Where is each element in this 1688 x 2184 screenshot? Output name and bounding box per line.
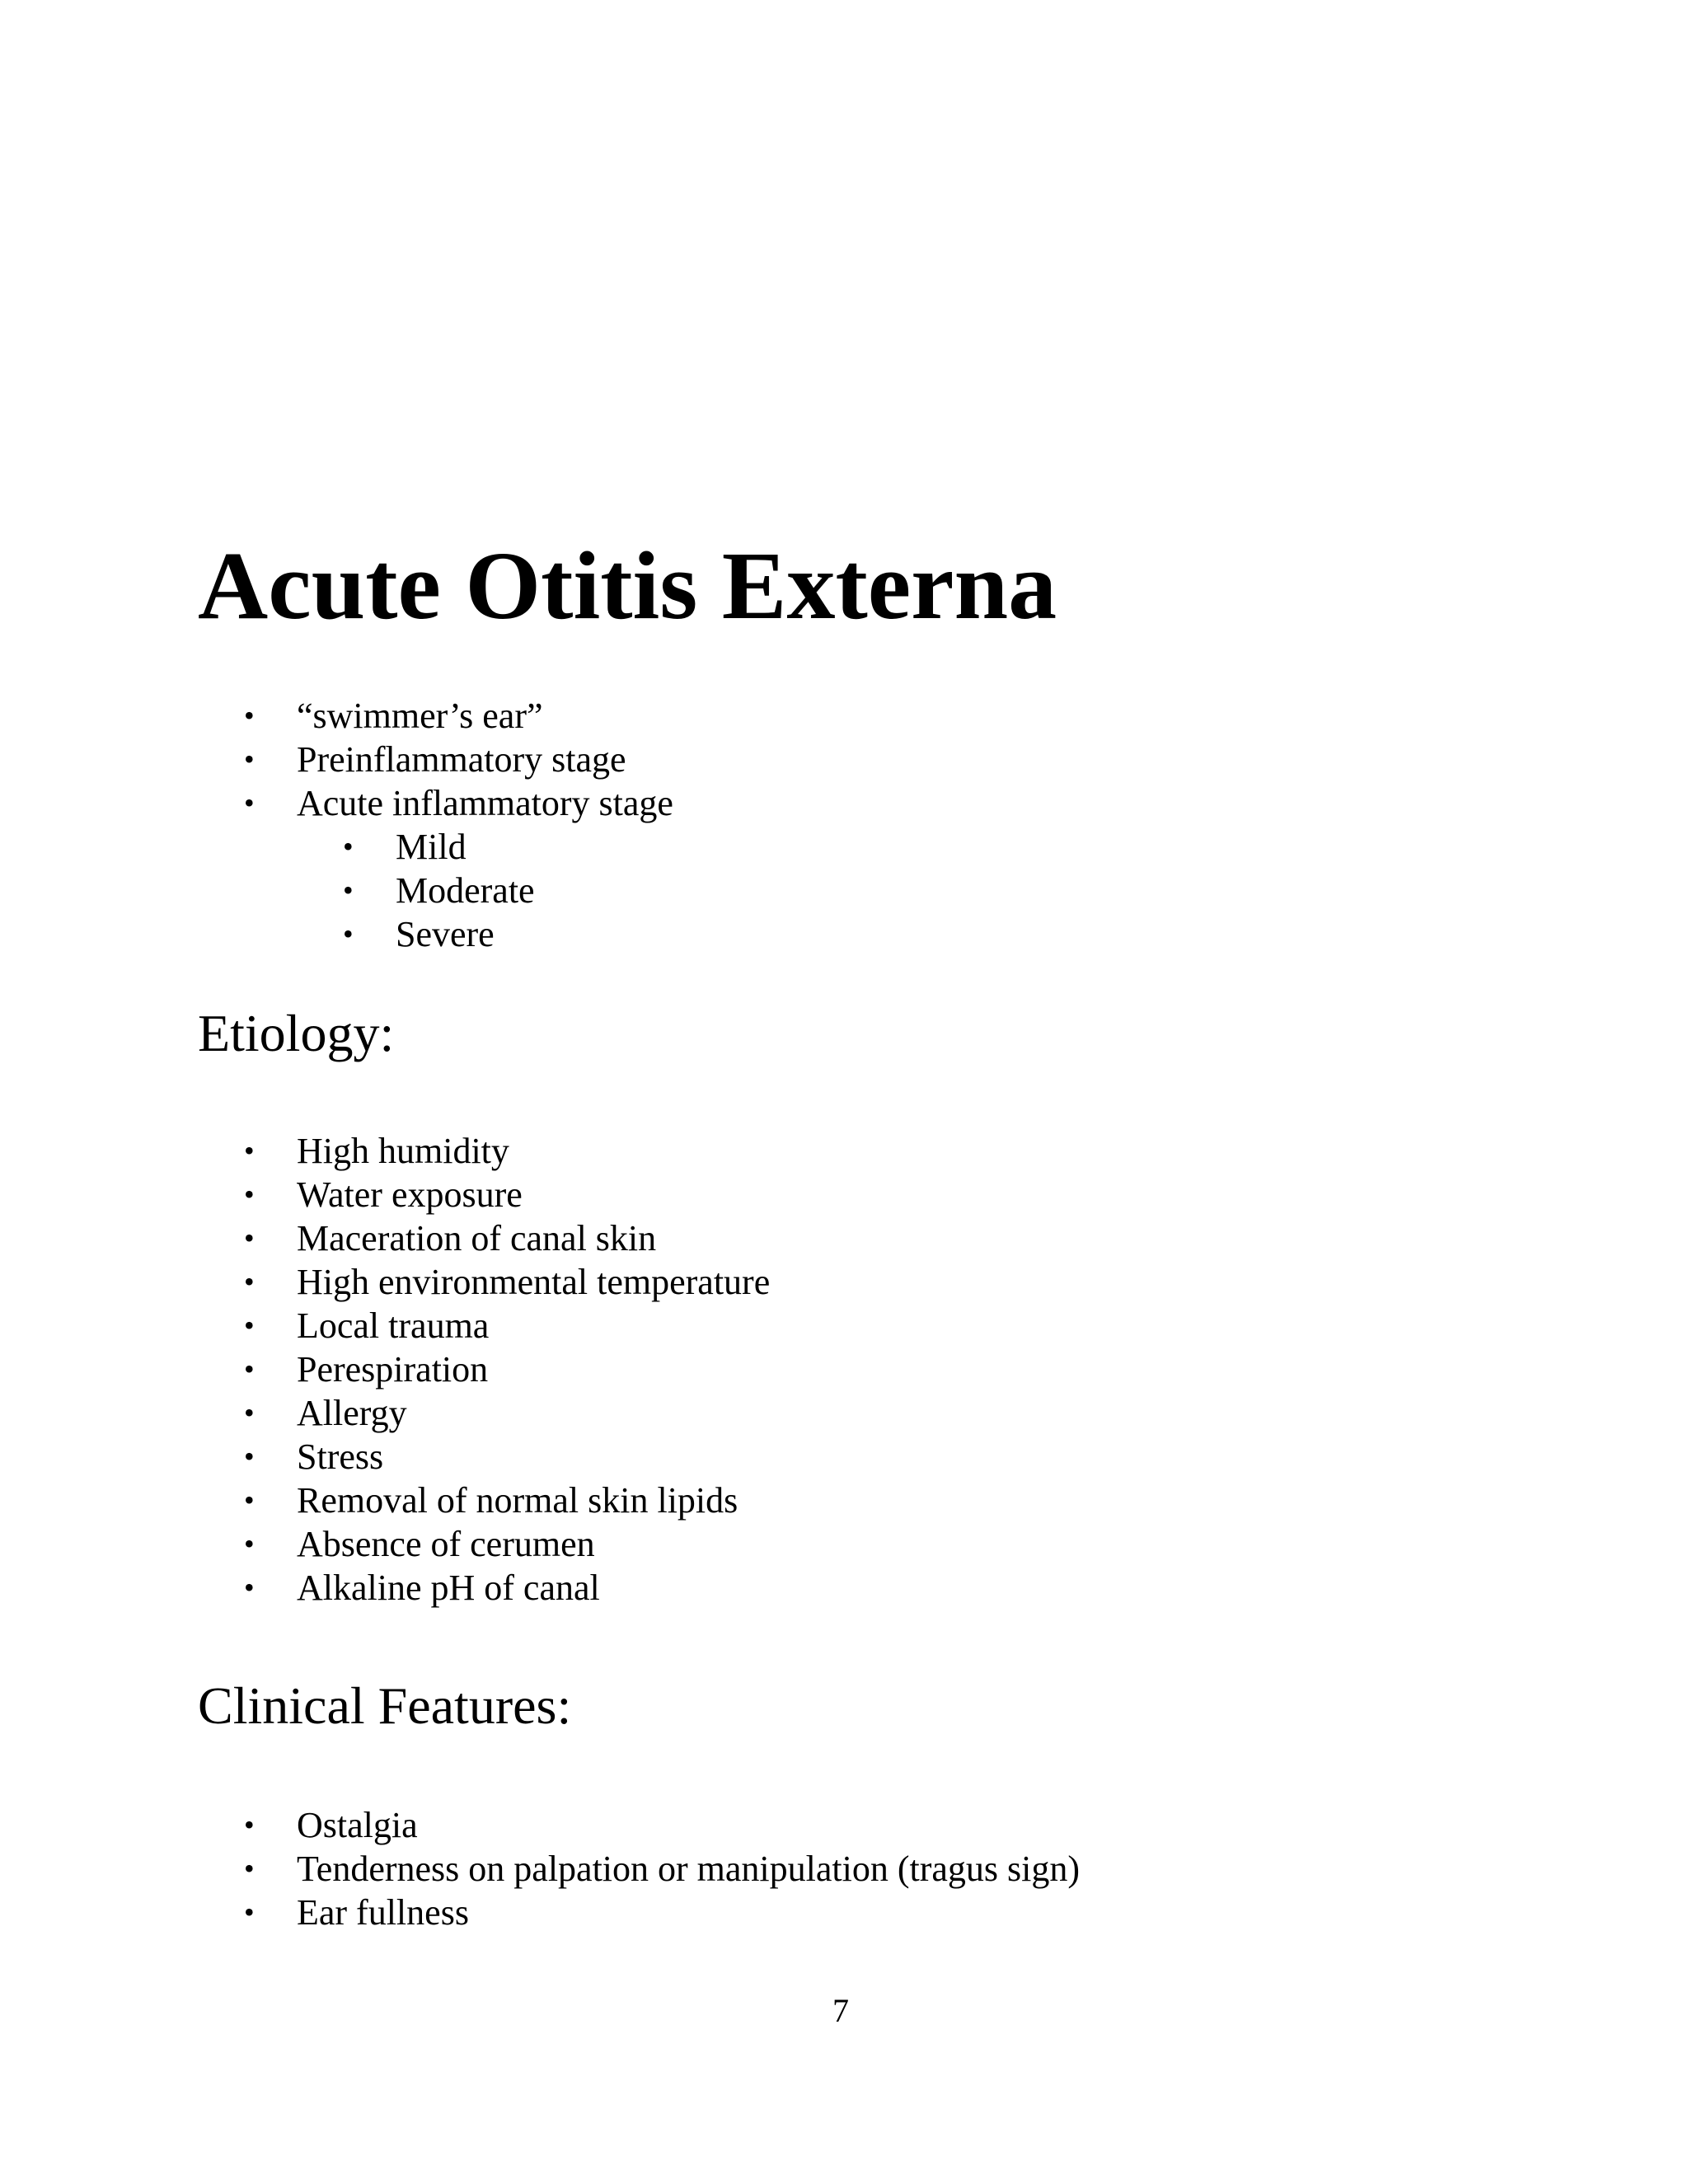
intro-list xyxy=(198,694,673,825)
bullet-icon: • xyxy=(244,1352,255,1385)
bullet-icon: • xyxy=(244,1808,255,1841)
list-item: • Severe xyxy=(343,914,495,954)
bullet-icon: • xyxy=(244,786,255,819)
clinical-features-heading: Clinical Features: xyxy=(198,1676,572,1735)
bullet-icon: • xyxy=(244,1309,255,1342)
list-item: • High environmental temperature xyxy=(244,1262,771,1302)
bullet-icon: • xyxy=(244,1178,255,1211)
list-item: • Stress xyxy=(244,1436,384,1477)
bullet-icon: • xyxy=(244,743,255,776)
list-item: • Local trauma xyxy=(244,1305,490,1346)
bullet-icon: • xyxy=(244,1852,255,1885)
bullet-icon: • xyxy=(244,699,255,732)
list-item: • Preinflammatory stage xyxy=(244,739,626,780)
clinical-features-list xyxy=(198,1803,1080,1934)
list-item: • Water exposure xyxy=(244,1174,523,1215)
list-item: • Alkaline pH of canal xyxy=(244,1568,600,1608)
list-item: • Maceration of canal skin xyxy=(244,1218,657,1258)
bullet-icon: • xyxy=(343,917,354,950)
bullet-icon: • xyxy=(244,1571,255,1604)
bullet-icon: • xyxy=(343,830,354,863)
stage-sublist xyxy=(297,825,535,956)
list-item: • Mild xyxy=(343,827,467,867)
page-number: 7 xyxy=(832,1992,849,2029)
bullet-icon: • xyxy=(244,1265,255,1298)
page-title: Acute Otitis Externa xyxy=(198,532,1057,640)
bullet-icon: • xyxy=(244,1896,255,1929)
bullet-icon: • xyxy=(244,1134,255,1167)
bullet-icon: • xyxy=(244,1221,255,1254)
list-item: • Ostalgia xyxy=(244,1805,418,1845)
list-item: • Moderate xyxy=(343,870,535,911)
list-item: • Tenderness on palpation or manipulation (tragus sign) xyxy=(244,1849,1081,1889)
list-item: • Perespiration xyxy=(244,1349,489,1390)
etiology-list xyxy=(198,1129,770,1610)
bullet-icon: • xyxy=(244,1483,255,1516)
list-item: • Absence of cerumen xyxy=(244,1524,595,1564)
bullet-icon: • xyxy=(343,874,354,907)
list-item: • High humidity xyxy=(244,1131,509,1171)
list-item: • Acute inflammatory stage xyxy=(244,783,673,823)
bullet-icon: • xyxy=(244,1396,255,1429)
list-item: • Removal of normal skin lipids xyxy=(244,1480,738,1521)
etiology-heading: Etiology: xyxy=(198,1004,395,1062)
list-item: • “swimmer’s ear” xyxy=(244,696,543,736)
list-item: • Ear fullness xyxy=(244,1892,469,1933)
bullet-icon: • xyxy=(244,1440,255,1473)
bullet-icon: • xyxy=(244,1527,255,1560)
list-item: • Allergy xyxy=(244,1393,407,1433)
